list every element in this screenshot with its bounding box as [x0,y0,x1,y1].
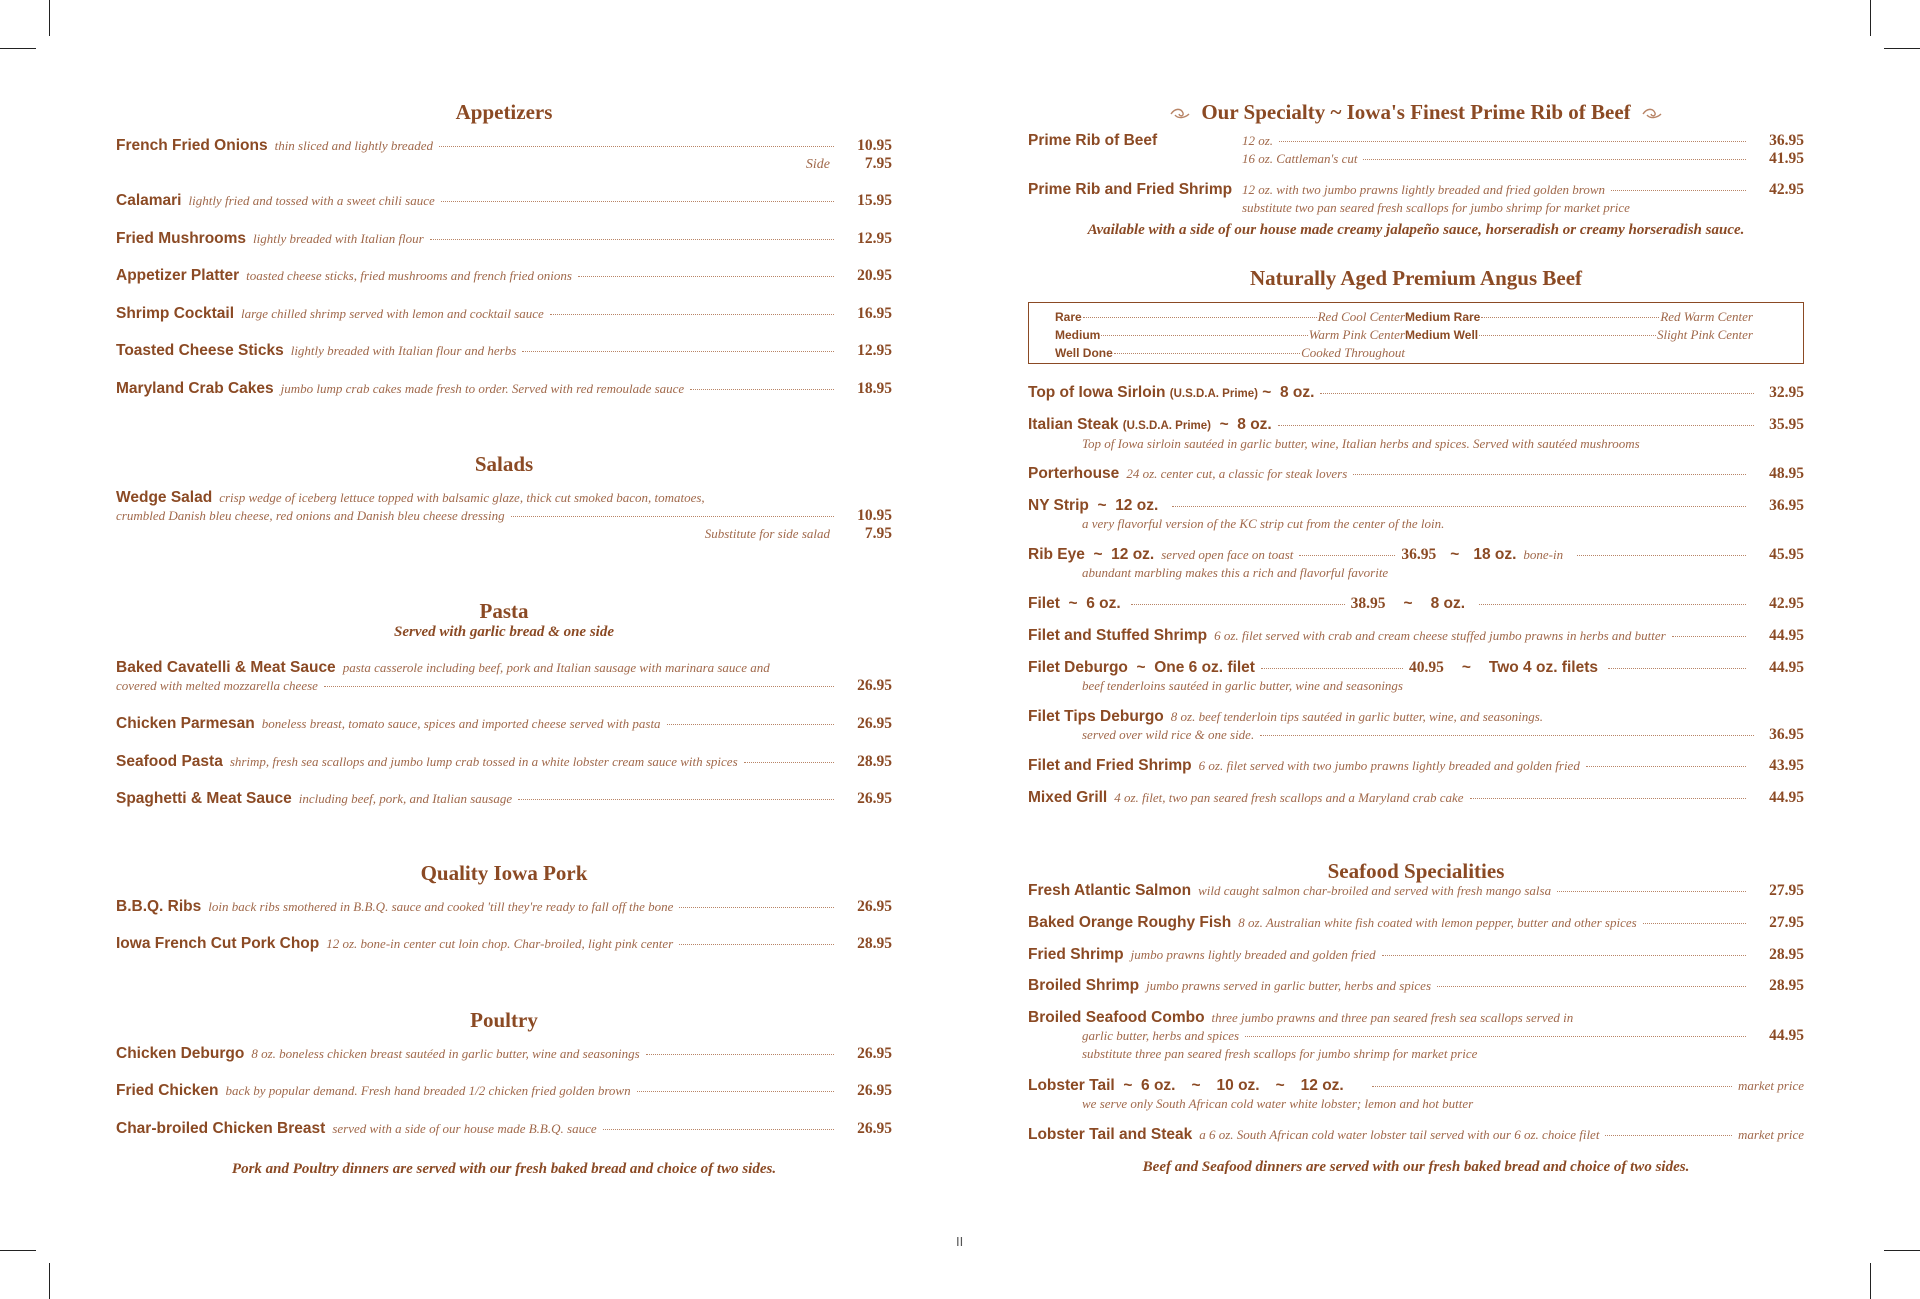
item-desc: Top of Iowa sirloin sautéed in garlic butter, wine, Italian herbs and spices. Served with sautéed mushrooms [1082,436,1640,451]
leader-dots [679,944,834,945]
item-name: Maryland Crab Cakes [116,380,274,397]
footer-note: Beef and Seafood dinners are served with our fresh baked bread and choice of two sides. [1142,1159,1690,1175]
leader-dots [578,276,834,277]
item-desc: including beef, pork, and Italian sausage [298,791,513,806]
item-name: Iowa French Cut Pork Chop [116,935,320,952]
item-desc: 16 oz. Cattleman's cut [1242,151,1358,166]
item-price: 12.95 [857,342,892,359]
menu-item [1028,181,1804,216]
item-name: Filet ~ 6 oz. [1028,595,1121,612]
pasta-section [116,599,892,641]
item-size: 18 oz. [1473,546,1517,563]
flourish-icon [1169,107,1191,121]
menu-item [116,489,892,543]
item-name: French Fried Onions [116,137,268,154]
leader-dots [690,389,834,390]
item-desc: 8 oz. Australian white fish coated with lemon pepper, butter and other spices [1238,915,1637,930]
item-desc: shrimp, fresh sea scallops and jumbo lump crab tossed in a white lobster cream sauce with spices [229,754,738,769]
item-name: Fried Mushrooms [116,230,247,247]
item-desc: toasted cheese sticks, fried mushrooms and french fried onions [246,268,572,283]
menu-item [116,1045,892,1063]
menu-item [116,715,892,733]
item-desc: 12 oz. [1242,133,1274,148]
item-name: Appetizer Platter [116,267,240,284]
item-price: 26.95 [857,677,892,694]
item-desc: 4 oz. filet, two pan seared fresh scallops and a Maryland crab cake [1114,790,1464,805]
leader-dots [1437,986,1746,987]
item-desc: jumbo lump crab cakes made fresh to order. Served with red remoulade sauce [280,381,685,396]
menu-item: Filet Deburgo ~ One 6 oz. filet 40.95 ~ Two 4 oz. filets 44.95 beef tenderloins sautéed in garlic butter, wine and seasonings [1028,659,1804,693]
section-title: Salads [474,452,534,476]
item-name: Char-broiled Chicken Breast [116,1120,326,1137]
item-desc: we serve only South African cold water white lobster; lemon and hot butter [1082,1096,1474,1111]
item-price: 26.95 [857,898,892,915]
item-price: 38.95 [1350,595,1386,612]
item-desc: 24 oz. center cut, a classic for steak lovers [1126,466,1348,481]
item-desc: beef tenderloins sautéed in garlic butter, wine and seasonings [1082,678,1403,693]
item-price: 10.95 [857,507,892,524]
menu-item [1028,1009,1804,1062]
item-desc: served open face on toast [1161,547,1294,562]
side-price: 7.95 [864,525,892,542]
item-price: 10.95 [857,137,892,154]
item-name: Calamari [116,192,182,209]
item-desc: loin back ribs smothered in B.B.Q. sauce and cooked 'till they're ready to fall off the bone [208,899,674,914]
menu-item [116,342,892,360]
crop-mark [1870,1263,1871,1299]
item-name: Broiled Seafood Combo [1028,1009,1205,1026]
item-desc: thin sliced and lightly breaded [274,138,433,153]
item-price: 40.95 [1408,659,1444,676]
leader-dots [1611,190,1746,191]
item-desc: wild caught salmon char-broiled and served with fresh mango salsa [1198,883,1552,898]
flourish-icon [1641,107,1663,121]
item-desc: covered with melted mozzarella cheese [116,678,318,693]
item-desc: jumbo prawns served in garlic butter, herbs and spices [1146,978,1432,993]
item-desc: 12 oz. bone-in center cut loin chop. Char-broiled, light pink center [326,936,674,951]
menu-item [116,790,892,808]
item-desc: lightly breaded with Italian flour and herbs [290,343,517,358]
item-desc: 6 oz. filet served with crab and cream cheese stuffed jumbo prawns in herbs and butter [1214,628,1666,643]
item-name: Lobster Tail and Steak [1028,1126,1193,1143]
pork-section [116,861,892,885]
item-name: Fried Shrimp [1028,946,1124,963]
item-desc: lightly fried and tossed with a sweet chili sauce [188,193,435,208]
item-desc: a 6 oz. South African cold water lobster tail served with our 6 oz. choice filet [1199,1127,1600,1142]
side-price: 7.95 [864,155,892,172]
leader-dots [1320,393,1754,394]
item-name: Chicken Parmesan [116,715,255,732]
item-desc: crumbled Danish bleu cheese, red onions and Danish bleu cheese dressing [116,508,505,523]
item-name: Filet and Stuffed Shrimp [1028,627,1208,644]
menu-item [116,935,892,953]
menu-item [1028,384,1804,403]
item-desc: substitute three pan seared fresh scallops for jumbo shrimp for market price [1082,1046,1478,1061]
item-price: 36.95 [1401,546,1437,563]
menu-item [116,659,892,695]
leader-dots [1131,604,1345,605]
leader-dots [667,724,834,725]
leader-dots [1586,766,1746,767]
doneness-medium-well: Medium Well Slight Pink Center [1405,327,1753,342]
menu-item [116,898,892,916]
angus-section [1028,266,1804,290]
item-name: Wedge Salad [116,489,213,506]
item-name: Baked Orange Roughy Fish [1028,914,1232,931]
menu-item [1028,977,1804,995]
poultry-section [116,1008,892,1032]
doneness-box [1028,302,1804,364]
leader-dots [324,686,834,687]
item-price: 28.95 [857,935,892,952]
leader-dots [1245,1036,1746,1037]
item-name: B.B.Q. Ribs [116,898,202,915]
item-price: 43.95 [1769,757,1804,774]
menu-item [116,380,892,398]
item-desc: bone-in [1523,547,1564,562]
item-name: Mixed Grill [1028,789,1108,806]
salads-section [116,452,892,476]
section-title: Naturally Aged Premium Angus Beef [1249,266,1583,290]
menu-item [116,137,892,174]
section-title: Appetizers [455,100,553,124]
section-title: Quality Iowa Pork [420,861,588,885]
item-price: 26.95 [857,1045,892,1062]
leader-dots [1299,555,1395,556]
item-name: Filet and Fried Shrimp [1028,757,1192,774]
item-price: 26.95 [857,715,892,732]
leader-dots [1261,668,1403,669]
item-price: 27.95 [1769,882,1804,899]
item-desc: served over wild rice & one side. [1082,727,1255,742]
item-desc: 8 oz. boneless chicken breast sautéed in garlic butter, wine and seasonings [251,1046,640,1061]
item-name: Broiled Shrimp [1028,977,1140,994]
item-price: 28.95 [1769,977,1804,994]
leader-dots [1260,735,1754,736]
doneness-well-done: Well Done Cooked Throughout [1055,345,1405,360]
item-price: 28.95 [857,753,892,770]
item-price: 36.95 [1769,497,1804,514]
item-name: Filet Tips Deburgo [1028,708,1164,725]
footer-note: Pork and Poultry dinners are served with our fresh baked bread and choice of two sides. [231,1161,777,1177]
doneness-rare: Rare Red Cool Center [1055,309,1405,324]
menu-item [1028,946,1804,964]
specialty-section [1028,100,1804,124]
menu-item [1028,914,1804,932]
item-price: 12.95 [857,230,892,247]
item-price: 27.95 [1769,914,1804,931]
item-desc: abundant marbling makes this a rich and flavorful favorite [1082,565,1389,580]
item-name: NY Strip ~ 12 oz. [1028,497,1159,514]
item-price: 16.95 [857,305,892,322]
menu-item [116,230,892,248]
item-name: Lobster Tail ~ 6 oz. [1028,1077,1176,1094]
section-title: Poultry [470,1008,538,1032]
menu-item [1028,757,1804,775]
item-desc: large chilled shrimp served with lemon and cocktail sauce [241,306,544,321]
crop-mark [1884,48,1920,49]
menu-item [116,1120,892,1138]
item-price: 41.95 [1769,150,1804,167]
section-title: Our Specialty ~ Iowa's Finest Prime Rib of Beef [1201,100,1631,124]
doneness-medium: Medium Warm Pink Center [1055,327,1405,342]
page-number: II [956,1234,964,1249]
leader-dots [1372,1086,1732,1087]
item-price: 26.95 [857,1082,892,1099]
item-desc: three jumbo prawns and three pan seared fresh sea scallops served in [1211,1010,1574,1025]
item-price: 44.95 [1769,659,1804,676]
crop-mark [0,48,36,49]
leader-dots [1382,955,1746,956]
item-name: Prime Rib of Beef [1028,132,1158,149]
side-label: Side [805,157,830,172]
menu-item [116,753,892,771]
item-price: market price [1737,1127,1804,1142]
item-price: 42.95 [1769,181,1804,198]
leader-dots [518,799,834,800]
menu-item [1028,789,1804,807]
crop-mark [0,1250,36,1251]
leader-dots [439,146,834,147]
item-name: Filet Deburgo ~ One 6 oz. filet [1028,659,1255,676]
leader-dots [1470,798,1746,799]
leader-dots [1479,604,1746,605]
item-name: Chicken Deburgo [116,1045,245,1062]
item-name: Italian Steak (U.S.D.A. Prime) ~ 8 oz. [1028,416,1272,433]
item-name: Baked Cavatelli & Meat Sauce [116,659,336,676]
item-name: Rib Eye ~ 12 oz. [1028,546,1155,563]
leader-dots [603,1129,834,1130]
item-name: Top of Iowa Sirloin (U.S.D.A. Prime) ~ 8 oz. [1028,384,1315,401]
item-price: 26.95 [857,790,892,807]
menu-item [1028,627,1804,645]
item-price: 36.95 [1769,726,1804,743]
menu-item [1028,708,1804,744]
leader-dots [441,201,834,202]
item-price: 15.95 [857,192,892,209]
leader-dots [550,314,834,315]
menu-item: Rib Eye ~ 12 oz. served open face on toast 36.95 ~ 18 oz. bone-in 45.95 abundant marbling makes this a rich and flavorful favorite [1028,546,1804,580]
crop-mark [49,0,50,36]
item-size: 12 oz. [1300,1077,1344,1094]
menu-item [1028,1126,1804,1144]
item-name: Prime Rib and Fried Shrimp [1028,181,1233,198]
item-size: 8 oz. [1430,595,1466,612]
item-name: Fried Chicken [116,1082,219,1099]
item-name: Toasted Cheese Sticks [116,342,284,359]
leader-dots [646,1054,834,1055]
leader-dots [1605,1135,1732,1136]
leader-dots [637,1091,834,1092]
item-price: 35.95 [1769,416,1804,433]
item-price: 20.95 [857,267,892,284]
leader-dots [1557,891,1746,892]
item-desc: 8 oz. beef tenderloin tips sautéed in garlic butter, wine, and seasonings. [1170,709,1544,724]
leader-dots [430,239,834,240]
item-price: 28.95 [1769,946,1804,963]
crop-mark [1870,0,1871,36]
leader-dots [1353,474,1746,475]
item-price: 44.95 [1769,789,1804,806]
item-price: 44.95 [1769,627,1804,644]
item-price: 45.95 [1769,546,1804,563]
item-price: 36.95 [1769,132,1804,149]
menu-item [116,267,892,285]
leader-dots [1172,506,1746,507]
item-desc: served with a side of our house made B.B.Q. sauce [332,1121,597,1136]
menu-item [1028,416,1804,452]
item-price: 48.95 [1769,465,1804,482]
leader-dots [1577,555,1746,556]
item-price: 18.95 [857,380,892,397]
leader-dots [1608,668,1746,669]
menu-item [116,192,892,210]
menu-item [1028,882,1804,900]
item-price: 42.95 [1769,595,1804,612]
item-price: 44.95 [1769,1027,1804,1044]
doneness-medium-rare: Medium Rare Red Warm Center [1405,309,1753,324]
menu-item: Lobster Tail ~ 6 oz. ~ 10 oz. ~ 12 oz. market price we serve only South African cold water white lobster; lemon and hot butter [1028,1077,1804,1111]
item-name: Fresh Atlantic Salmon [1028,882,1192,899]
menu-item [116,1082,892,1100]
item-price: 32.95 [1769,384,1804,401]
item-desc: lightly breaded with Italian flour [253,231,424,246]
item-name: Shrimp Cocktail [116,305,234,322]
item-name: Porterhouse [1028,465,1120,482]
item-desc: a very flavorful version of the KC strip cut from the center of the loin. [1082,516,1445,531]
leader-dots [744,762,834,763]
leader-dots [679,907,834,908]
item-name: Seafood Pasta [116,753,223,770]
item-desc: garlic butter, herbs and spices [1082,1028,1240,1043]
item-desc: jumbo prawns lightly breaded and golden fried [1130,947,1376,962]
menu-item [116,305,892,323]
item-desc: pasta casserole including beef, pork and Italian sausage with marinara sauce and [342,660,770,675]
item-desc: back by popular demand. Fresh hand breaded 1/2 chicken fried golden brown [225,1083,631,1098]
item-size: Two 4 oz. filets [1488,659,1598,676]
leader-dots [1278,425,1754,426]
item-desc: substitute two pan seared fresh scallops for jumbo shrimp for market price [1242,200,1630,215]
appetizers-section [116,100,892,124]
side-label: Substitute for side salad [704,526,830,541]
crop-mark [49,1263,50,1299]
leader-dots [1672,636,1746,637]
section-subtitle: Served with garlic bread & one side [394,624,614,640]
item-name: Spaghetti & Meat Sauce [116,790,292,807]
section-title: Seafood Specialities [1327,859,1505,883]
leader-dots [1643,923,1746,924]
item-desc: crisp wedge of iceberg lettuce topped with balsamic glaze, thick cut smoked bacon, tomatoes, [219,490,705,505]
item-desc: 6 oz. filet served with two jumbo prawns lightly breaded and golden fried [1198,758,1580,773]
item-desc: 12 oz. with two jumbo prawns lightly breaded and fried golden brown [1242,182,1606,197]
leader-dots [511,516,834,517]
menu-item [1028,465,1804,483]
seafood-section [1028,859,1804,883]
section-title: Pasta [479,599,529,623]
menu-item: Filet ~ 6 oz. 38.95 ~ 8 oz. 42.95 [1028,595,1804,612]
menu-item [1028,497,1804,532]
leader-dots [1363,159,1746,160]
item-desc: boneless breast, tomato sauce, spices and imported cheese served with pasta [261,716,661,731]
item-size: 10 oz. [1216,1077,1260,1094]
leader-dots [522,351,834,352]
leader-dots [1279,141,1746,142]
item-price: 26.95 [857,1120,892,1137]
menu-item [1028,132,1804,168]
crop-mark [1884,1250,1920,1251]
item-price: market price [1737,1078,1804,1093]
specialty-note: Available with a side of our house made creamy jalapeño sauce, horseradish or creamy horseradish sauce. [1087,222,1745,238]
